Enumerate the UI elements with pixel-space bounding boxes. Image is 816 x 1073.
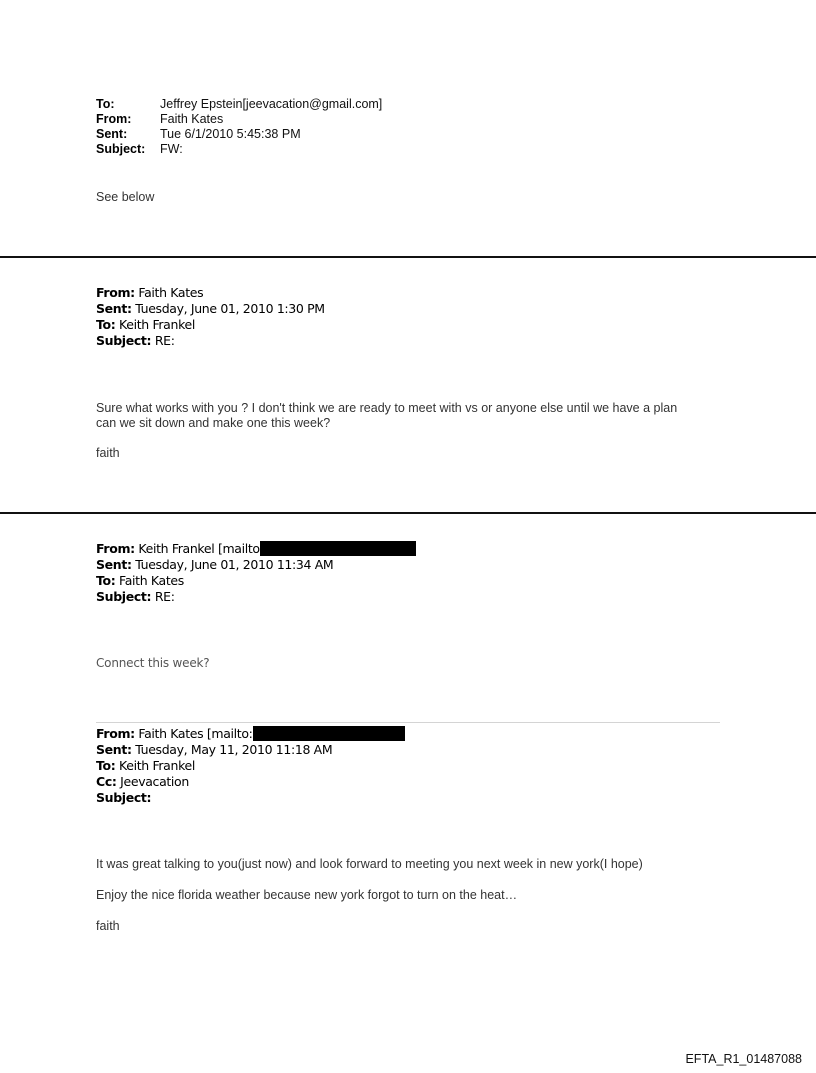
sent-label: Sent: bbox=[96, 742, 132, 757]
subject-label: Subject: bbox=[96, 589, 152, 604]
message-body: Enjoy the nice florida weather because new york forgot to turn on the heat… bbox=[96, 888, 518, 902]
from-value: Faith Kates [mailto: bbox=[138, 726, 253, 741]
sent-value: Tuesday, June 01, 2010 11:34 AM bbox=[135, 557, 334, 572]
header-subject-label: Subject: bbox=[96, 142, 146, 156]
from-label: From: bbox=[96, 726, 135, 741]
to-label: To: bbox=[96, 573, 116, 588]
header-subject-row bbox=[96, 142, 382, 157]
header-to-value: Jeffrey Epstein[jeevacation@gmail.com] bbox=[160, 97, 383, 111]
to-label: To: bbox=[96, 317, 116, 332]
from-value: Keith Frankel [mailto bbox=[138, 541, 260, 556]
to-label: To: bbox=[96, 758, 116, 773]
message-body bbox=[96, 401, 736, 431]
header-from-label: From: bbox=[96, 112, 132, 126]
message-header bbox=[96, 541, 416, 605]
message-body: It was great talking to you(just now) and look forward to meeting you next week in new york(I hope) bbox=[96, 857, 643, 871]
email-header bbox=[96, 97, 382, 157]
message-header bbox=[96, 285, 325, 349]
message-header bbox=[96, 726, 405, 806]
subject-label: Subject: bbox=[96, 333, 152, 348]
header-from-row bbox=[96, 112, 382, 127]
signoff: faith bbox=[96, 919, 120, 933]
separator-rule-thin bbox=[96, 722, 720, 723]
to-value: Keith Frankel bbox=[119, 317, 195, 332]
subject-value: RE: bbox=[154, 333, 175, 348]
to-value: Faith Kates bbox=[119, 573, 184, 588]
sent-label: Sent: bbox=[96, 301, 132, 316]
header-subject-value: FW: bbox=[160, 142, 183, 156]
body-line: can we sit down and make one this week? bbox=[96, 416, 331, 430]
from-value: Faith Kates bbox=[138, 285, 204, 300]
subject-value: RE: bbox=[154, 589, 175, 604]
from-label: From: bbox=[96, 285, 135, 300]
redaction-block bbox=[260, 541, 416, 556]
separator-rule bbox=[0, 512, 816, 514]
header-sent-value: Tue 6/1/2010 5:45:38 PM bbox=[160, 127, 301, 141]
signoff: faith bbox=[96, 446, 120, 460]
to-value: Keith Frankel bbox=[119, 758, 195, 773]
document-id: EFTA_R1_01487088 bbox=[685, 1052, 802, 1066]
header-sent-row bbox=[96, 127, 382, 142]
header-sent-label: Sent: bbox=[96, 127, 128, 141]
header-to-row bbox=[96, 97, 382, 112]
message-body: Connect this week? bbox=[96, 656, 210, 670]
intro-text: See below bbox=[96, 190, 155, 204]
sent-value: Tuesday, May 11, 2010 11:18 AM bbox=[135, 742, 333, 757]
subject-label: Subject: bbox=[96, 790, 152, 805]
cc-value: Jeevacation bbox=[120, 774, 189, 789]
sent-label: Sent: bbox=[96, 557, 132, 572]
from-label: From: bbox=[96, 541, 135, 556]
separator-rule bbox=[0, 256, 816, 258]
sent-value: Tuesday, June 01, 2010 1:30 PM bbox=[135, 301, 325, 316]
redaction-block bbox=[253, 726, 405, 741]
body-line: Sure what works with you ? I don't think we are ready to meet with vs or anyone else until we have a plan bbox=[96, 401, 678, 415]
header-from-value: Faith Kates bbox=[160, 112, 224, 126]
cc-label: Cc: bbox=[96, 774, 117, 789]
header-to-label: To: bbox=[96, 97, 115, 111]
